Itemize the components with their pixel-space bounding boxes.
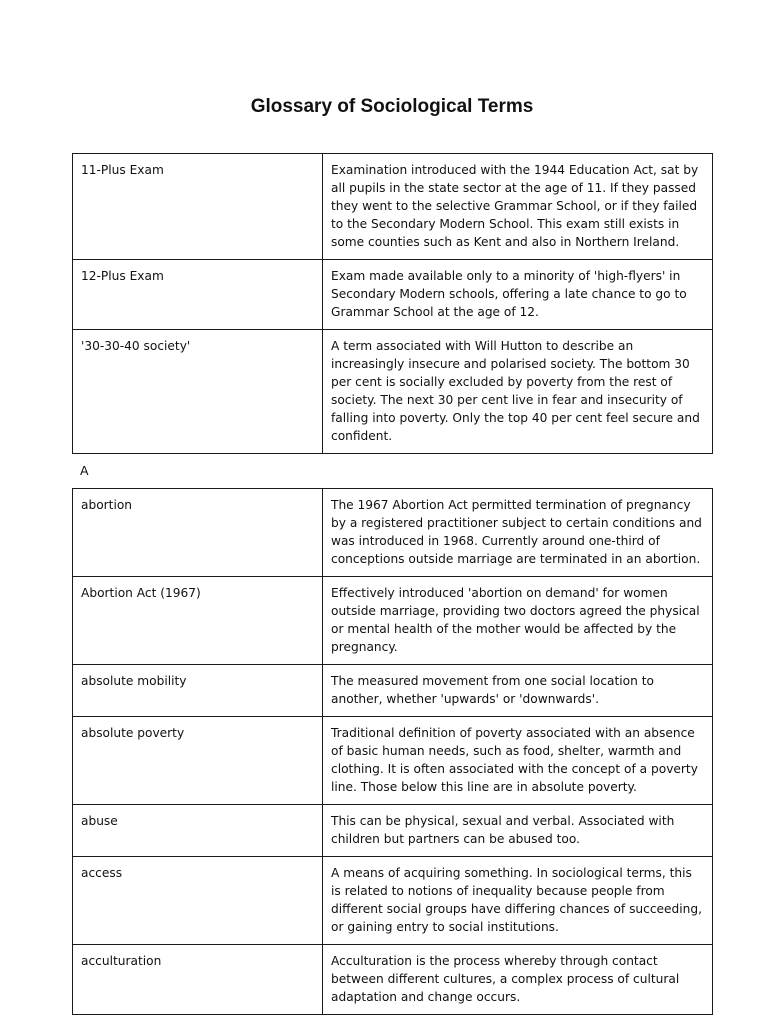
glossary-row <box>73 489 713 577</box>
glossary-row <box>73 577 713 665</box>
glossary-term: acculturation <box>73 945 323 1015</box>
glossary-definition: Acculturation is the process whereby through contact between different cultures, a complex process of cultural adaptation and change occurs. <box>323 945 713 1015</box>
glossary-definition: A term associated with Will Hutton to describe an increasingly insecure and polarised society. The bottom 30 per cent is socially excluded by poverty from the rest of society. The next 30 per cent live in fear and insecurity of falling into poverty. Only the top 40 per cent feel secure and confident. <box>323 330 713 454</box>
glossary-definition: The 1967 Abortion Act permitted termination of pregnancy by a registered practitioner subject to certain conditions and was introduced in 1968. Currently around one-third of conceptions outside marriage are terminated in an abortion. <box>323 489 713 577</box>
glossary-definition: Exam made available only to a minority of 'high-flyers' in Secondary Modern schools, offering a late chance to go to Grammar School at the age of 12. <box>323 260 713 330</box>
glossary-definition: A means of acquiring something. In sociological terms, this is related to notions of inequality because people from different social groups have differing chances of succeeding, or gaining entry to social institutions. <box>323 857 713 945</box>
glossary-term: '30-30-40 society' <box>73 330 323 454</box>
glossary-term: abuse <box>73 805 323 857</box>
glossary-row <box>73 805 713 857</box>
glossary-row <box>73 330 713 454</box>
glossary-term: access <box>73 857 323 945</box>
glossary-row <box>73 857 713 945</box>
glossary-definition: This can be physical, sexual and verbal. Associated with children but partners can be abused too. <box>323 805 713 857</box>
glossary-term: absolute poverty <box>73 717 323 805</box>
glossary-term: 11-Plus Exam <box>73 154 323 260</box>
glossary-row <box>73 260 713 330</box>
section-letter-heading: A <box>80 463 89 478</box>
glossary-definition: Traditional definition of poverty associated with an absence of basic human needs, such as food, shelter, warmth and clothing. It is often associated with the concept of a poverty line. Those below this line are in absolute poverty. <box>323 717 713 805</box>
glossary-row <box>73 717 713 805</box>
glossary-term: absolute mobility <box>73 665 323 717</box>
glossary-definition: Effectively introduced 'abortion on demand' for women outside marriage, providing two doctors agreed the physical or mental health of the mother would be affected by the pregnancy. <box>323 577 713 665</box>
glossary-table-a <box>72 488 713 1015</box>
glossary-row <box>73 665 713 717</box>
glossary-definition: The measured movement from one social location to another, whether 'upwards' or 'downwards'. <box>323 665 713 717</box>
glossary-row <box>73 945 713 1015</box>
glossary-definition: Examination introduced with the 1944 Education Act, sat by all pupils in the state sector at the age of 11. If they passed they went to the selective Grammar School, or if they failed to the Secondary Modern School. This exam still exists in some counties such as Kent and also in Northern Ireland. <box>323 154 713 260</box>
glossary-term: abortion <box>73 489 323 577</box>
glossary-term: 12-Plus Exam <box>73 260 323 330</box>
page-title: Glossary of Sociological Terms <box>250 96 534 117</box>
glossary-term: Abortion Act (1967) <box>73 577 323 665</box>
glossary-row <box>73 154 713 260</box>
glossary-table-numeric <box>72 153 713 454</box>
